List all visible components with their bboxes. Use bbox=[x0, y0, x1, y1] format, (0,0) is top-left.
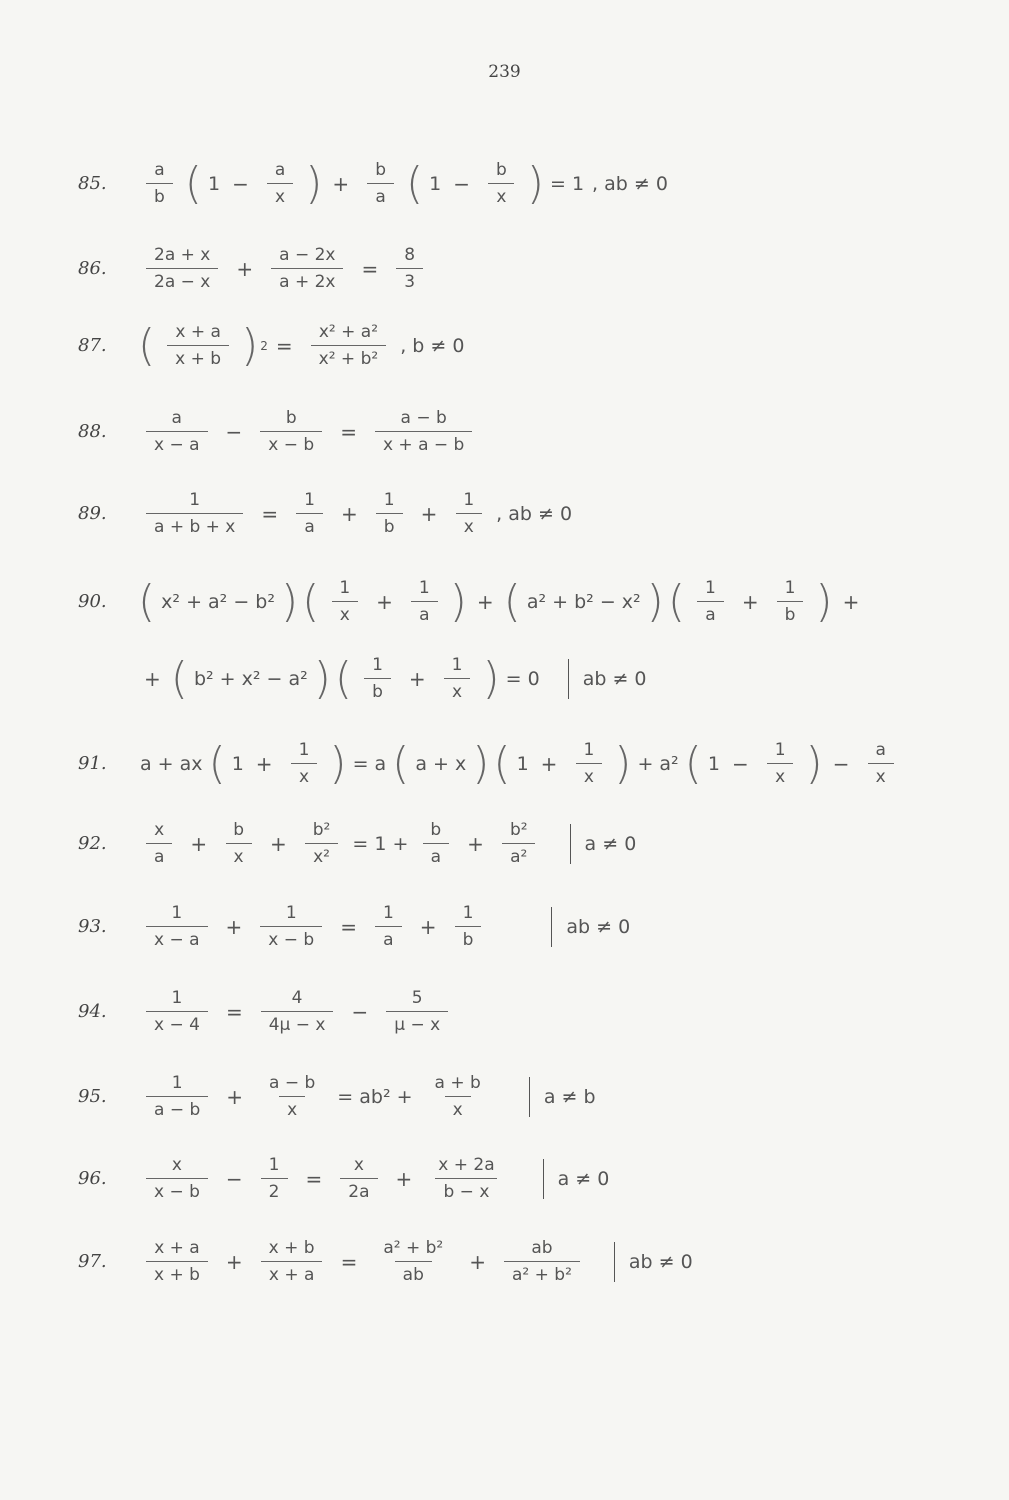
fraction: $\frac{\text{a² + b²}}{ab}$ bbox=[383, 1238, 444, 1285]
problem-number: 89. bbox=[78, 503, 107, 524]
fraction: $\frac{x + b}{x + a}$ bbox=[261, 1238, 323, 1285]
fraction: $\frac{1}{x}$ bbox=[575, 740, 602, 787]
problem-90-continued: + ( b² + x² − a² ) ( $\frac{1}{b}$ + $\frac{1}{x}$ ) = 0 ab ≠ 0 bbox=[144, 652, 647, 704]
fraction: $\frac{a - b}{x}$ bbox=[269, 1073, 316, 1120]
problem-91: 91. a + ax ( 1 + $\frac{1}{x}$ ) = a ( a + x ) ( 1 + $\frac{1}{x}$ ) + a² ( 1 − $\frac{1}{x}$ ) − $\frac{a}{x}$ bbox=[78, 740, 958, 787]
fraction: $\frac{a}{x}$ bbox=[867, 740, 893, 787]
fraction: $\frac{1}{a}$ bbox=[296, 490, 323, 537]
problem-89: 89. $\frac{1}{a + b + x}$ = $\frac{1}{a}$ + $\frac{1}{b}$ + $\frac{1}{x}$ , ab ≠ 0 bbox=[78, 490, 573, 537]
problem-88: 88. $\frac{a}{x - a}$ − $\frac{b}{x - b}$ = $\frac{a - b}{x + a - b}$ bbox=[78, 408, 958, 455]
problem-97: 97. $\frac{x + a}{x + b}$ + $\frac{x + b}{x + a}$ = $\frac{\text{a² + b²}}{ab}$ + $\frac{ab}{\text{a² + b²}}$ ab ≠ 0 bbox=[78, 1238, 693, 1285]
page-number: 239 bbox=[488, 62, 521, 82]
equation-rhs: = 1 bbox=[549, 172, 585, 195]
condition: , ab ≠ 0 bbox=[496, 502, 573, 525]
problem-92: 92. $\frac{x}{a}$ + $\frac{b}{x}$ + $\frac{\text{b²}}{\text{x²}}$ = 1 + $\frac{b}{a}$ + $\frac{\text{b²}}{\text{a²}}$ a ≠ 0 bbox=[78, 820, 637, 867]
fraction: $\frac{a}{b}$ bbox=[146, 160, 173, 207]
fraction: $\frac{x + a}{x + b}$ bbox=[146, 1238, 208, 1285]
fraction: $\frac{5}{\mu - x}$ bbox=[386, 988, 448, 1035]
fraction: $\frac{x}{x - b}$ bbox=[146, 1155, 208, 1202]
fraction: $\frac{b}{x}$ bbox=[225, 820, 252, 867]
fraction: $\frac{1}{x}$ bbox=[291, 740, 318, 787]
fraction: $\frac{\text{b²}}{\text{x²}}$ bbox=[305, 820, 339, 867]
fraction: $\frac{1}{b}$ bbox=[455, 903, 482, 950]
problem-96: 96. $\frac{x}{x - b}$ − $\frac{1}{2}$ = $\frac{x}{2a}$ + $\frac{x + 2a}{b - x}$ a ≠ 0 bbox=[78, 1155, 610, 1202]
problem-90: 90. ( x² + a² − b² ) ( $\frac{1}{x}$ + $\frac{1}{a}$ ) + ( a² + b² − x² ) ( $\frac{1}{a}$ + $\frac{1}{b}$ ) + bbox=[78, 575, 860, 627]
fraction: $\frac{1}{x - b}$ bbox=[260, 903, 322, 950]
condition: ab ≠ 0 bbox=[551, 907, 630, 947]
problem-number: 88. bbox=[78, 421, 107, 442]
fraction: $\frac{8}{3}$ bbox=[396, 245, 423, 292]
problem-number: 93. bbox=[78, 916, 107, 937]
problem-number: 87. bbox=[78, 335, 107, 356]
fraction: $\frac{1}{x - a}$ bbox=[146, 903, 208, 950]
problem-85: 85. $\frac{a}{b}$ ( 1 − $\frac{a}{x}$ ) + $\frac{b}{a}$ ( 1 − $\frac{b}{x}$ ) = 1 , ab ≠ 0 bbox=[78, 157, 668, 209]
fraction: $\frac{b}{a}$ bbox=[422, 820, 449, 867]
fraction: $\frac{1}{x}$ bbox=[767, 740, 794, 787]
problem-number: 95. bbox=[78, 1086, 107, 1107]
fraction: $\frac{4}{4\mu - x}$ bbox=[261, 988, 334, 1035]
fraction: $\frac{1}{a + b + x}$ bbox=[146, 490, 243, 537]
fraction: $\frac{x + 2a}{b - x}$ bbox=[430, 1155, 502, 1202]
condition: ab ≠ 0 bbox=[568, 659, 647, 699]
fraction: $\frac{\text{x² + a²}}{\text{x² + b²}}$ bbox=[311, 322, 387, 369]
fraction: $\frac{b}{a}$ bbox=[367, 160, 394, 207]
problem-95: 95. $\frac{1}{a - b}$ + $\frac{a - b}{x}$ = ab² + $\frac{a + b}{x}$ a ≠ b bbox=[78, 1073, 596, 1120]
fraction: $\frac{1}{x}$ bbox=[331, 578, 358, 625]
condition: , b ≠ 0 bbox=[400, 334, 465, 357]
problem-number: 97. bbox=[78, 1251, 107, 1272]
fraction: $\frac{1}{x}$ bbox=[444, 655, 471, 702]
condition: a ≠ b bbox=[529, 1077, 596, 1117]
condition: a ≠ 0 bbox=[570, 824, 637, 864]
fraction: $\frac{1}{b}$ bbox=[777, 578, 804, 625]
problem-number: 94. bbox=[78, 1001, 107, 1022]
fraction: $\frac{a - b}{x + a - b}$ bbox=[375, 408, 472, 455]
fraction: $\frac{1}{2}$ bbox=[261, 1155, 288, 1202]
problem-number: 92. bbox=[78, 833, 107, 854]
problem-number: 91. bbox=[78, 753, 107, 774]
problem-number: 96. bbox=[78, 1168, 107, 1189]
equation-rhs: = 0 bbox=[505, 667, 540, 690]
fraction: $\frac{x}{2a}$ bbox=[340, 1155, 377, 1202]
fraction: $\frac{x + a}{x + b}$ bbox=[167, 322, 229, 369]
fraction: $\frac{1}{a}$ bbox=[375, 903, 402, 950]
fraction: $\frac{1}{x - 4}$ bbox=[146, 988, 208, 1035]
fraction: $\frac{1}{b}$ bbox=[364, 655, 391, 702]
fraction: $\frac{b}{x}$ bbox=[488, 160, 515, 207]
condition: , ab ≠ 0 bbox=[592, 172, 668, 195]
condition: ab ≠ 0 bbox=[614, 1242, 693, 1282]
fraction: $\frac{1}{b}$ bbox=[376, 490, 403, 537]
problem-87: 87. ( $\frac{x + a}{x + b}$ ) 2 = $\frac{\text{x² + a²}}{\text{x² + b²}}$ , b ≠ 0 bbox=[78, 319, 465, 371]
fraction: $\frac{1}{x}$ bbox=[455, 490, 482, 537]
problem-93: 93. $\frac{1}{x - a}$ + $\frac{1}{x - b}$ = $\frac{1}{a}$ + $\frac{1}{b}$ ab ≠ 0 bbox=[78, 903, 631, 950]
fraction: $\frac{a - 2x}{a + 2x}$ bbox=[271, 245, 343, 292]
fraction: $\frac{a}{x}$ bbox=[267, 160, 293, 207]
fraction: $\frac{1}{a}$ bbox=[411, 578, 438, 625]
fraction: $\frac{1}{a}$ bbox=[697, 578, 724, 625]
fraction: $\frac{2a + x}{2a - x}$ bbox=[146, 245, 218, 292]
problem-86: 86. $\frac{2a + x}{2a - x}$ + $\frac{a - 2x}{a + 2x}$ = $\frac{8}{3}$ bbox=[78, 245, 958, 292]
fraction: $\frac{b}{x - b}$ bbox=[260, 408, 322, 455]
fraction: $\frac{x}{a}$ bbox=[146, 820, 172, 867]
problem-94: 94. $\frac{1}{x - 4}$ = $\frac{4}{4\mu - x}$ − $\frac{5}{\mu - x}$ bbox=[78, 988, 958, 1035]
fraction: $\frac{a}{x - a}$ bbox=[146, 408, 208, 455]
problem-number: 85. bbox=[78, 173, 107, 194]
problem-number: 86. bbox=[78, 258, 107, 279]
fraction: $\frac{1}{a - b}$ bbox=[146, 1073, 208, 1120]
fraction: $\frac{ab}{\text{a² + b²}}$ bbox=[504, 1238, 580, 1285]
fraction: $\frac{\text{b²}}{\text{a²}}$ bbox=[502, 820, 536, 867]
problem-number: 90. bbox=[78, 591, 107, 612]
condition: a ≠ 0 bbox=[543, 1159, 610, 1199]
fraction: $\frac{a + b}{x}$ bbox=[434, 1073, 481, 1120]
